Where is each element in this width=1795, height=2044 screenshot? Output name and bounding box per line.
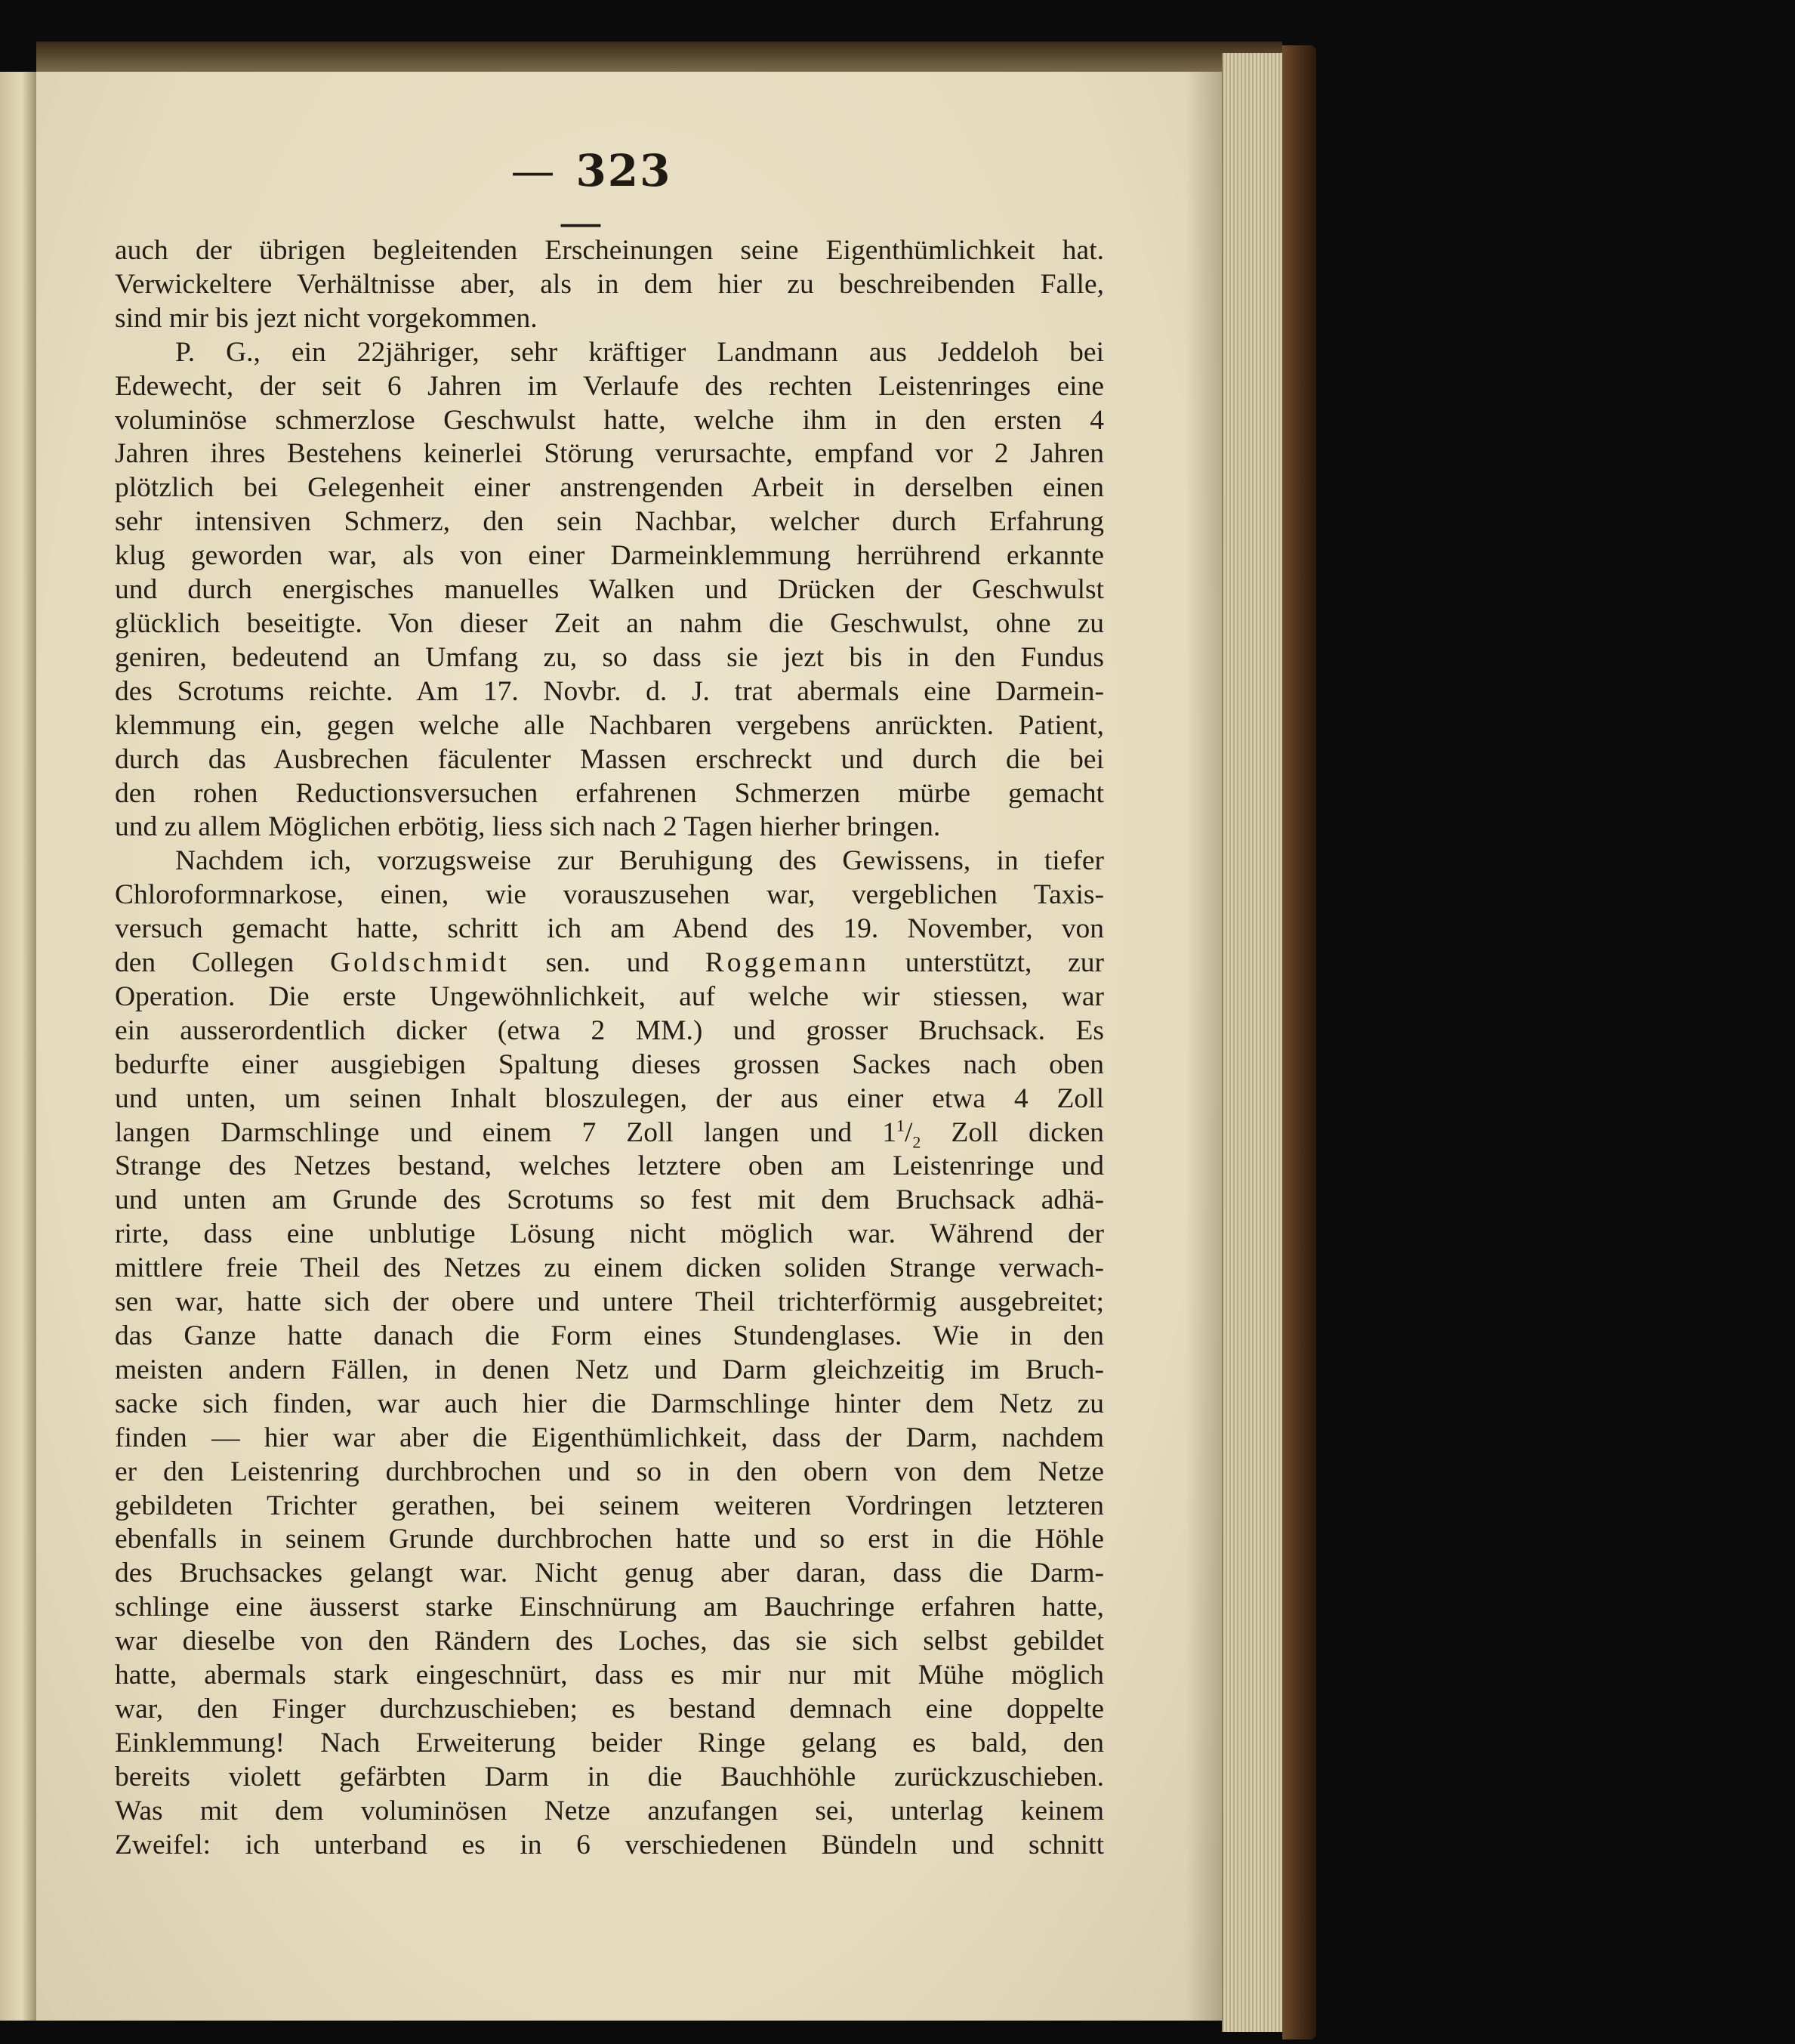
text-line: klemmung ein, gegen welche alle Nachbaren vergebens anrückten. Patient,: [115, 709, 1104, 741]
person-name-roggemann: Roggemann: [705, 947, 869, 979]
text-line: klug geworden war, als von einer Darmeinklemmung herrührend erkannte: [115, 540, 1104, 572]
text-line: Verwickeltere Verhältnisse aber, als in dem hier zu beschreibenden Falle,: [115, 268, 1104, 300]
text-line: sind mir bis jezt nicht vorgekommen.: [115, 302, 538, 334]
text-line: war dieselbe von den Rändern des Loches, das sie sich selbst gebildet: [115, 1626, 1104, 1657]
fraction-slash: /: [904, 1116, 913, 1148]
text-line: ein ausserordentlich dicker (etwa 2 MM.) und grosser Bruchsack. Es: [115, 1014, 1104, 1046]
text-line: finden — hier war aber die Eigenthümlichkeit, dass der Darm, nachdem: [115, 1422, 1104, 1453]
text-line: sacke sich finden, war auch hier die Darmschlinge hinter dem Netz zu: [115, 1388, 1104, 1419]
text-line: auch der übrigen begleitenden Erscheinungen seine Eigenthümlichkeit hat.: [115, 235, 1104, 266]
text-line: [115, 946, 1104, 980]
text-line: geniren, bedeutend an Umfang zu, so dass sie jezt bis in den Fundus: [115, 641, 1104, 673]
text-line: Edewecht, der seit 6 Jahren im Verlaufe des rechten Leistenringes eine: [115, 370, 1104, 402]
page-number: — 323—: [510, 145, 672, 248]
text-line: das Ganze hatte danach die Form eines Stundenglases. Wie in den: [115, 1320, 1104, 1351]
text-line: voluminöse schmerzlose Geschwulst hatte, welche ihm in den ersten 4: [115, 404, 1104, 436]
text-line: Einklemmung! Nach Erweiterung beider Ringe gelang es bald, den: [115, 1727, 1104, 1758]
text-run: unterstützt, zur: [905, 947, 1105, 979]
text-run: langen Darmschlinge und einem 7 Zoll langen und 1: [115, 1116, 896, 1148]
book-cover-edge: [1282, 45, 1316, 2039]
text-line: und durch energisches manuelles Walken und Drücken der Geschwulst: [115, 574, 1104, 606]
text-line: Operation. Die erste Ungewöhnlichkeit, auf welche wir stiessen, war: [115, 980, 1104, 1012]
text-line: Jahren ihres Bestehens keinerlei Störung verursachte, empfand vor 2 Jahren: [115, 438, 1104, 470]
text-line: plötzlich bei Gelegenheit einer anstrengenden Arbeit in derselben einen: [115, 472, 1104, 504]
text-line: bedurfte einer ausgiebigen Spaltung dieses grossen Sackes nach oben: [115, 1048, 1104, 1080]
text-line: meisten andern Fällen, in denen Netz und Darm gleichzeitig im Bruch-: [115, 1354, 1104, 1385]
binding-gutter: [0, 72, 36, 2021]
fraction-numerator: 1: [896, 1116, 905, 1135]
text-line: er den Leistenring durchbrochen und so in den obern von dem Netze: [115, 1456, 1104, 1487]
text-line: versuch gemacht hatte, schritt ich am Abend des 19. November, von: [115, 913, 1104, 945]
page-number-dash-right: —: [559, 196, 604, 248]
text-line: sen war, hatte sich der obere und untere Theil trichterförmig ausgebreitet;: [115, 1286, 1104, 1318]
page-shadow: [1186, 72, 1222, 2021]
text-line: und unten am Grunde des Scrotums so fest mit dem Bruchsack adhä-: [115, 1184, 1104, 1216]
body-text: [115, 234, 1104, 1863]
text-line: [115, 1116, 1104, 1150]
page-stack-edges: [1222, 53, 1284, 2032]
text-line: und unten, um seinen Inhalt bloszulegen, der aus einer etwa 4 Zoll: [115, 1082, 1104, 1114]
text-run: sen. und: [545, 947, 669, 979]
fraction-denominator: 2: [912, 1132, 921, 1152]
text-line: bereits violett gefärbten Darm in die Bauchhöhle zurückzuschieben.: [115, 1761, 1104, 1792]
text-line: Strange des Netzes bestand, welches letztere oben am Leistenringe und: [115, 1150, 1104, 1182]
text-run: Zoll dicken: [921, 1116, 1105, 1148]
text-line: sehr intensiven Schmerz, den sein Nachbar, welcher durch Erfahrung: [115, 506, 1104, 538]
text-line: Chloroformnarkose, einen, wie vorauszusehen war, vergeblichen Taxis-: [115, 879, 1104, 911]
text-line: Zweifel: ich unterband es in 6 verschiedenen Bündeln und schnitt: [115, 1829, 1104, 1860]
text-line: glücklich beseitigte. Von dieser Zeit an nahm die Geschwulst, ohne zu: [115, 607, 1104, 639]
text-line: und zu allem Möglichen erbötig, liess sich nach 2 Tagen hierher bringen.: [115, 811, 941, 843]
person-name-goldschmidt: Goldschmidt: [330, 947, 510, 979]
text-line: Was mit dem voluminösen Netze anzufangen sei, unterlag keinem: [115, 1795, 1104, 1826]
text-line: P. G., ein 22jähriger, sehr kräftiger Landmann aus Jeddeloh bei: [175, 336, 1104, 368]
text-line: den rohen Reductionsversuchen erfahrenen Schmerzen mürbe gemacht: [115, 777, 1104, 809]
text-line: war, den Finger durchzuschieben; es bestand demnach eine doppelte: [115, 1693, 1104, 1724]
text-line: rirte, dass eine unblutige Lösung nicht möglich war. Während der: [115, 1218, 1104, 1250]
text-line: des Bruchsackes gelangt war. Nicht genug aber daran, dass die Darm-: [115, 1558, 1104, 1589]
text-line: hatte, abermals stark eingeschnürt, dass es mir nur mit Mühe möglich: [115, 1660, 1104, 1691]
page-number-value: 323: [575, 145, 672, 196]
text-line: ebenfalls in seinem Grunde durchbrochen hatte und so erst in die Höhle: [115, 1524, 1104, 1555]
text-line: durch das Ausbrechen fäculenter Massen erschreckt und durch die bei: [115, 743, 1104, 775]
text-line: mittlere freie Theil des Netzes zu einem dicken soliden Strange verwach-: [115, 1252, 1104, 1284]
book-top-edge: [36, 42, 1282, 72]
text-line: des Scrotums reichte. Am 17. Novbr. d. J. trat abermals eine Darmein-: [115, 675, 1104, 707]
text-line: Nachdem ich, vorzugsweise zur Beruhigung des Gewissens, in tiefer: [175, 845, 1104, 877]
text-run: den Collegen: [115, 947, 295, 979]
text-line: gebildeten Trichter gerathen, bei seinem weiteren Vordringen letzteren: [115, 1490, 1104, 1521]
text-line: schlinge eine äusserst starke Einschnürung am Bauchringe erfahren hatte,: [115, 1592, 1104, 1623]
